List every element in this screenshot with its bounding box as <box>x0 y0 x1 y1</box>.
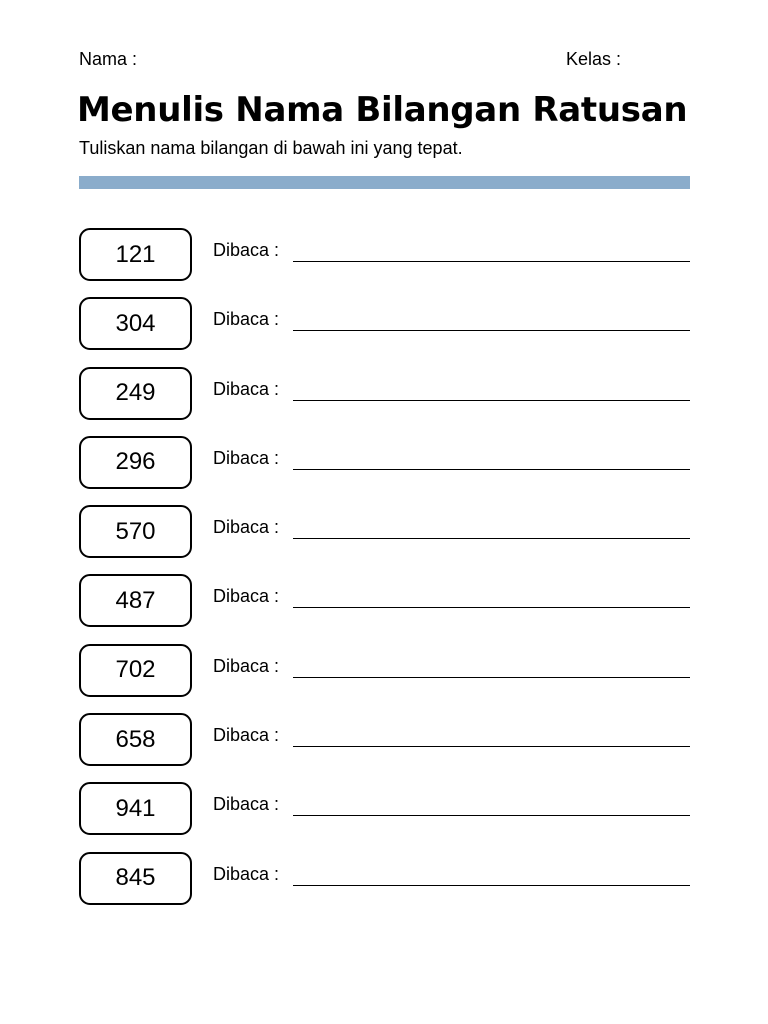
answer-field[interactable] <box>293 677 690 678</box>
exercise-row <box>0 713 768 766</box>
number-box: 702 <box>79 644 192 697</box>
number-box: 941 <box>79 782 192 835</box>
answer-field[interactable] <box>293 538 690 539</box>
exercise-row <box>0 782 768 835</box>
divider-bar <box>79 176 690 189</box>
dibaca-label: Dibaca : <box>213 240 280 260</box>
number-box: 249 <box>79 367 192 420</box>
number-box: 121 <box>79 228 192 281</box>
dibaca-label: Dibaca : <box>213 725 280 746</box>
exercise-row <box>0 367 768 420</box>
dibaca-label: Dibaca : <box>213 447 280 468</box>
answer-field[interactable] <box>293 815 690 816</box>
exercise-row <box>0 297 768 350</box>
number-box: 570 <box>79 505 192 558</box>
answer-field[interactable] <box>293 261 690 262</box>
kelas-label: Kelas : <box>566 49 622 69</box>
dibaca-label: Dibaca : <box>213 586 280 607</box>
dibaca-label: Dibaca : <box>213 655 280 676</box>
answer-field[interactable] <box>293 330 690 331</box>
exercise-row <box>0 574 768 627</box>
answer-field[interactable] <box>293 469 690 470</box>
exercise-row <box>0 505 768 558</box>
answer-field[interactable] <box>293 885 690 886</box>
exercise-row <box>0 228 768 281</box>
number-box: 845 <box>79 852 192 905</box>
number-box: 487 <box>79 574 192 627</box>
dibaca-label: Dibaca : <box>213 309 280 330</box>
instruction-text: Tuliskan nama bilangan di bawah ini yang tepat. <box>79 138 463 158</box>
dibaca-label: Dibaca : <box>213 863 280 884</box>
dibaca-label: Dibaca : <box>213 517 280 538</box>
worksheet-title: Menulis Nama Bilangan Ratusan <box>77 90 688 130</box>
dibaca-label: Dibaca : <box>213 794 280 815</box>
answer-field[interactable] <box>293 607 690 608</box>
number-box: 658 <box>79 713 192 766</box>
exercise-row <box>0 436 768 489</box>
answer-field[interactable] <box>293 746 690 747</box>
exercise-list <box>0 228 768 921</box>
nama-label: Nama : <box>79 49 138 69</box>
exercise-row <box>0 644 768 697</box>
number-box: 304 <box>79 297 192 350</box>
exercise-row <box>0 852 768 905</box>
dibaca-label: Dibaca : <box>213 378 280 399</box>
number-box: 296 <box>79 436 192 489</box>
answer-field[interactable] <box>293 400 690 401</box>
